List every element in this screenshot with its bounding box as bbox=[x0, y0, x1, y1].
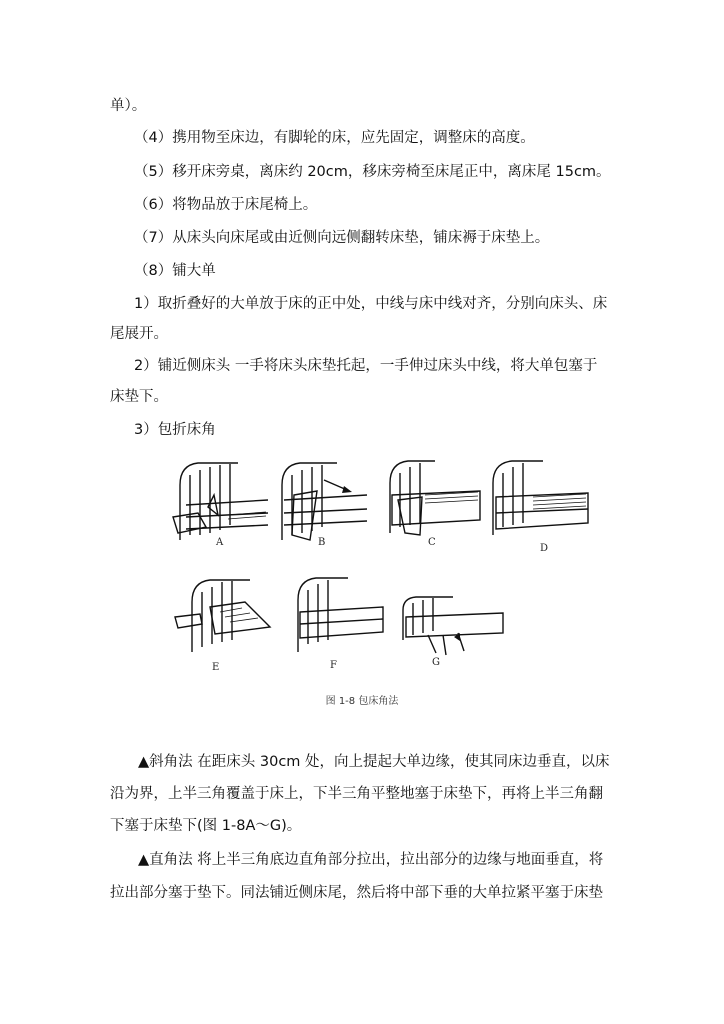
figure-panel-d bbox=[488, 455, 593, 554]
text-line-2: （4）携用物至床边，有脚轮的床，应先固定，调整床的高度。 bbox=[134, 130, 535, 146]
text-line-12: ▲斜角法 在距床头 30cm 处，向上提起大单边缘，使其同床边垂直，以床 bbox=[138, 754, 610, 770]
text-line-1: 单）。 bbox=[110, 98, 147, 114]
text-line-5: （7）从床头向床尾或由近侧向远侧翻转床垫，铺床褥于床垫上。 bbox=[134, 230, 550, 246]
figure-label-g: G bbox=[432, 657, 440, 668]
figure-label-c: C bbox=[428, 537, 436, 548]
figure-panel-a bbox=[168, 455, 273, 550]
text-line-11: 3）包折床角 bbox=[134, 422, 216, 438]
text-line-6: （8）铺大单 bbox=[134, 263, 216, 279]
figure-label-b: B bbox=[318, 537, 326, 548]
text-line-9: 2）铺近侧床头 一手将床头床垫托起，一手伸过床头中线，将大单包塞于 bbox=[134, 358, 598, 374]
figure-panel-b bbox=[272, 455, 372, 550]
figure-label-e: E bbox=[212, 662, 220, 673]
text-line-10: 床垫下。 bbox=[110, 389, 168, 405]
text-line-15: ▲直角法 将上半三角底边直角部分拉出，拉出部分的边缘与地面垂直，将 bbox=[138, 852, 604, 868]
figure-label-f: F bbox=[330, 660, 337, 671]
text-line-14: 下塞于床垫下(图 1-8A～G)。 bbox=[110, 818, 302, 834]
text-line-8: 尾展开。 bbox=[110, 326, 168, 342]
figure-panel-c bbox=[380, 455, 485, 550]
text-line-4: （6）将物品放于床尾椅上。 bbox=[134, 197, 318, 213]
figure-caption: 图 1-8 包床角法 bbox=[325, 696, 399, 707]
figure-label-d: D bbox=[540, 543, 549, 554]
figure-label-a: A bbox=[216, 537, 224, 548]
figure-panel-e bbox=[170, 572, 280, 673]
figure-panel-f bbox=[288, 572, 388, 671]
text-line-7: 1）取折叠好的大单放于床的正中处，中线与床中线对齐，分别向床头、床 bbox=[134, 296, 608, 312]
figure-panel-g bbox=[398, 595, 508, 670]
text-line-3: （5）移开床旁桌，离床约 20cm，移床旁椅至床尾正中，离床尾 15cm。 bbox=[134, 164, 611, 180]
text-line-13: 沿为界，上半三角覆盖于床上，下半三角平整地塞于床垫下，再将上半三角翻 bbox=[110, 786, 603, 802]
text-line-16: 拉出部分塞于垫下。同法铺近侧床尾，然后将中部下垂的大单拉紧平塞于床垫 bbox=[110, 885, 603, 901]
